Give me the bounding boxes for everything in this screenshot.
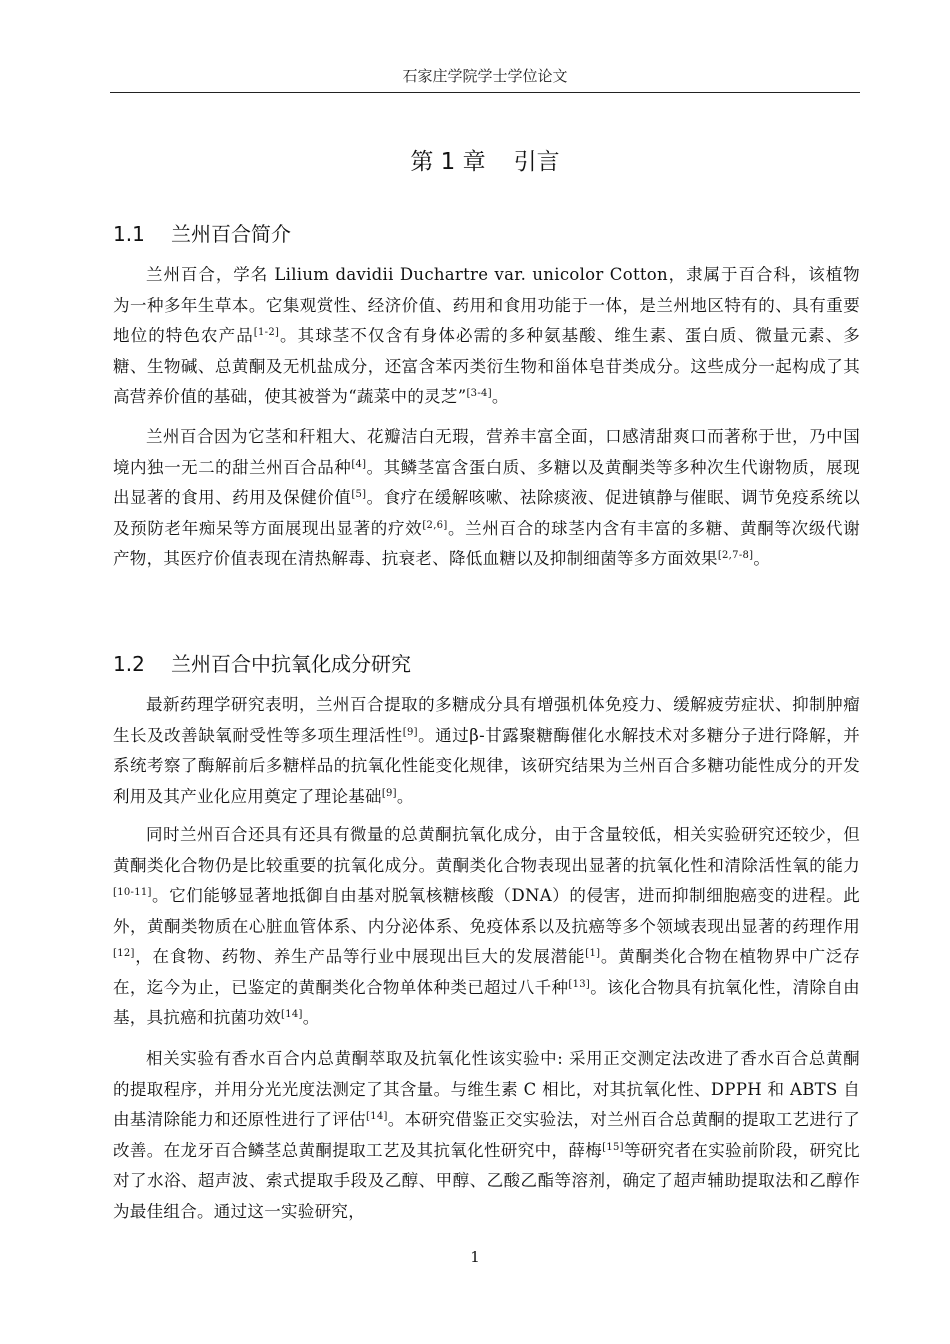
citation: [14] xyxy=(281,1009,303,1020)
citation: [2,6] xyxy=(422,519,448,531)
paragraph-intro-2: 兰州百合因为它茎和秆粗大、花瓣洁白无瑕，营养丰富全面，口感清甜爽口而著称于世，乃中国境内独一无二的甜兰州百合品种[4]。其鳞茎富含蛋白质、多糖以及黄酮类等多种次生代谢物质，展现出显著的食用、药用及保健价值[5]。食疗在缓解咳嗽、祛除痰液、促进镇静与催眠、调节免疫系统以及预防老年痴呆等方面展现出显著的疗效[2,6]。兰州百合的球茎内含有丰富的多糖、黄酮等次级代谢产物，其医疗价值表现在清热解毒、抗衰老、降低血糖以及抑制细菌等多方面效果[2,7-8]。 xyxy=(113,427,861,568)
paragraph-intro-1: 兰州百合，学名 Lilium davidii Duchartre var. unicolor Cotton，隶属于百合科，该植物为一种多年生草本。它集观赏性、经济价值、药用和食用功能于一体，是兰州地区特有的、具有重要地位的特色农产品[1-2]。其球茎不仅含有身体必需的多种氨基酸、维生素、蛋白质、微量元素、多糖、生物碱、总黄酮及无机盐成分，还富含苯丙类衍生物和甾体皂苷类成分。这些成分一起构成了其高营养价值的基础，使其被誉为“蔬菜中的灵芝”[3-4]。 xyxy=(113,265,860,406)
section-title-text: 兰州百合中抗氧化成分研究 xyxy=(171,652,411,676)
section-number: 1.2 xyxy=(113,652,145,676)
citation: [5] xyxy=(351,489,367,500)
citation: [3-4] xyxy=(466,388,492,399)
section-heading-1-2 xyxy=(113,650,860,678)
paragraph-antioxidant-2: 同时兰州百合还具有还具有微量的总黄酮抗氧化成分，由于含量较低，相关实验研究还较少，但黄酮类化合物仍是比较重要的抗氧化成分。黄酮类化合物表现出显著的抗氧化性和清除活性氧的能力[10-11]。它们能够显著地抵御自由基对脱氧核糖核酸（DNA）的侵害，进而抑制细胞癌变的进程。此外，黄酮类物质在心脏血管体系、内分泌体系、免疫体系以及抗癌等多个领域表现出显著的药理作用[12]，在食物、药物、养生产品等行业中展现出巨大的发展潜能[1]。黄酮类化合物在植物界中广泛存在，迄今为止，已鉴定的黄酮类化合物单体种类已超过八千种[13]。该化合物具有抗氧化性，清除自由基，具抗癌和抗菌功效[14]。 xyxy=(113,825,860,1027)
citation: [10-11] xyxy=(113,887,152,898)
paragraph-antioxidant-1: 最新药理学研究表明，兰州百合提取的多糖成分具有增强机体免疫力、缓解疲劳症状、抑制肿瘤生长及改善缺氧耐受性等多项生理活性[9]。通过β-甘露聚糖酶催化水解技术对多糖分子进行降解，并系统考察了酶解前后多糖样品的抗氧化性能变化规律，该研究结果为兰州百合多糖功能性成分的开发利用及其产业化应用奠定了理论基础[9]。 xyxy=(113,695,860,806)
citation: [1] xyxy=(585,948,601,959)
citation: [13] xyxy=(568,978,591,990)
header-rule xyxy=(110,92,860,93)
citation: [12] xyxy=(113,948,135,959)
citation: [9] xyxy=(402,726,418,738)
section-number: 1.1 xyxy=(113,222,145,246)
chapter-title xyxy=(110,146,860,178)
paragraph-antioxidant-3: 相关实验有香水百合内总黄酮萃取及抗氧化性该实验中: 采用正交测定法改进了香水百合总黄酮的提取程序，并用分光光度法测定了其含量。与维生素 C 相比，对其抗氧化性、DPPH 和 ABTS 自由基清除能力和还原性进行了评估[14]。本研究借鉴正交实验法，对兰州百合总黄酮的提取工艺进行了改善。在龙牙百合鳞茎总黄酮提取工艺及其抗氧化性研究中，薛梅[15]等研究者在实验前阶段，研究比对了水浴、超声波、索式提取手段及乙醇、甲醇、乙酸乙酯等溶剂，确定了超声辅助提取法和乙醇作为最佳组合。通过这一实验研究， xyxy=(113,1049,861,1221)
section-heading-1-1 xyxy=(113,220,860,248)
chapter-number: 第 1 章 xyxy=(410,149,486,175)
citation: [2,7-8] xyxy=(717,550,754,561)
citation: [9] xyxy=(381,787,397,799)
running-header: 石家庄学院学士学位论文 xyxy=(402,67,568,85)
chapter-name: 引言 xyxy=(513,149,560,175)
section-title-text: 兰州百合简介 xyxy=(171,222,291,246)
citation: [4] xyxy=(351,458,367,470)
citation: [1-2] xyxy=(253,327,280,338)
citation: [14] xyxy=(366,1111,388,1122)
page-number: 1 xyxy=(470,1248,480,1266)
citation: [15] xyxy=(602,1141,624,1153)
